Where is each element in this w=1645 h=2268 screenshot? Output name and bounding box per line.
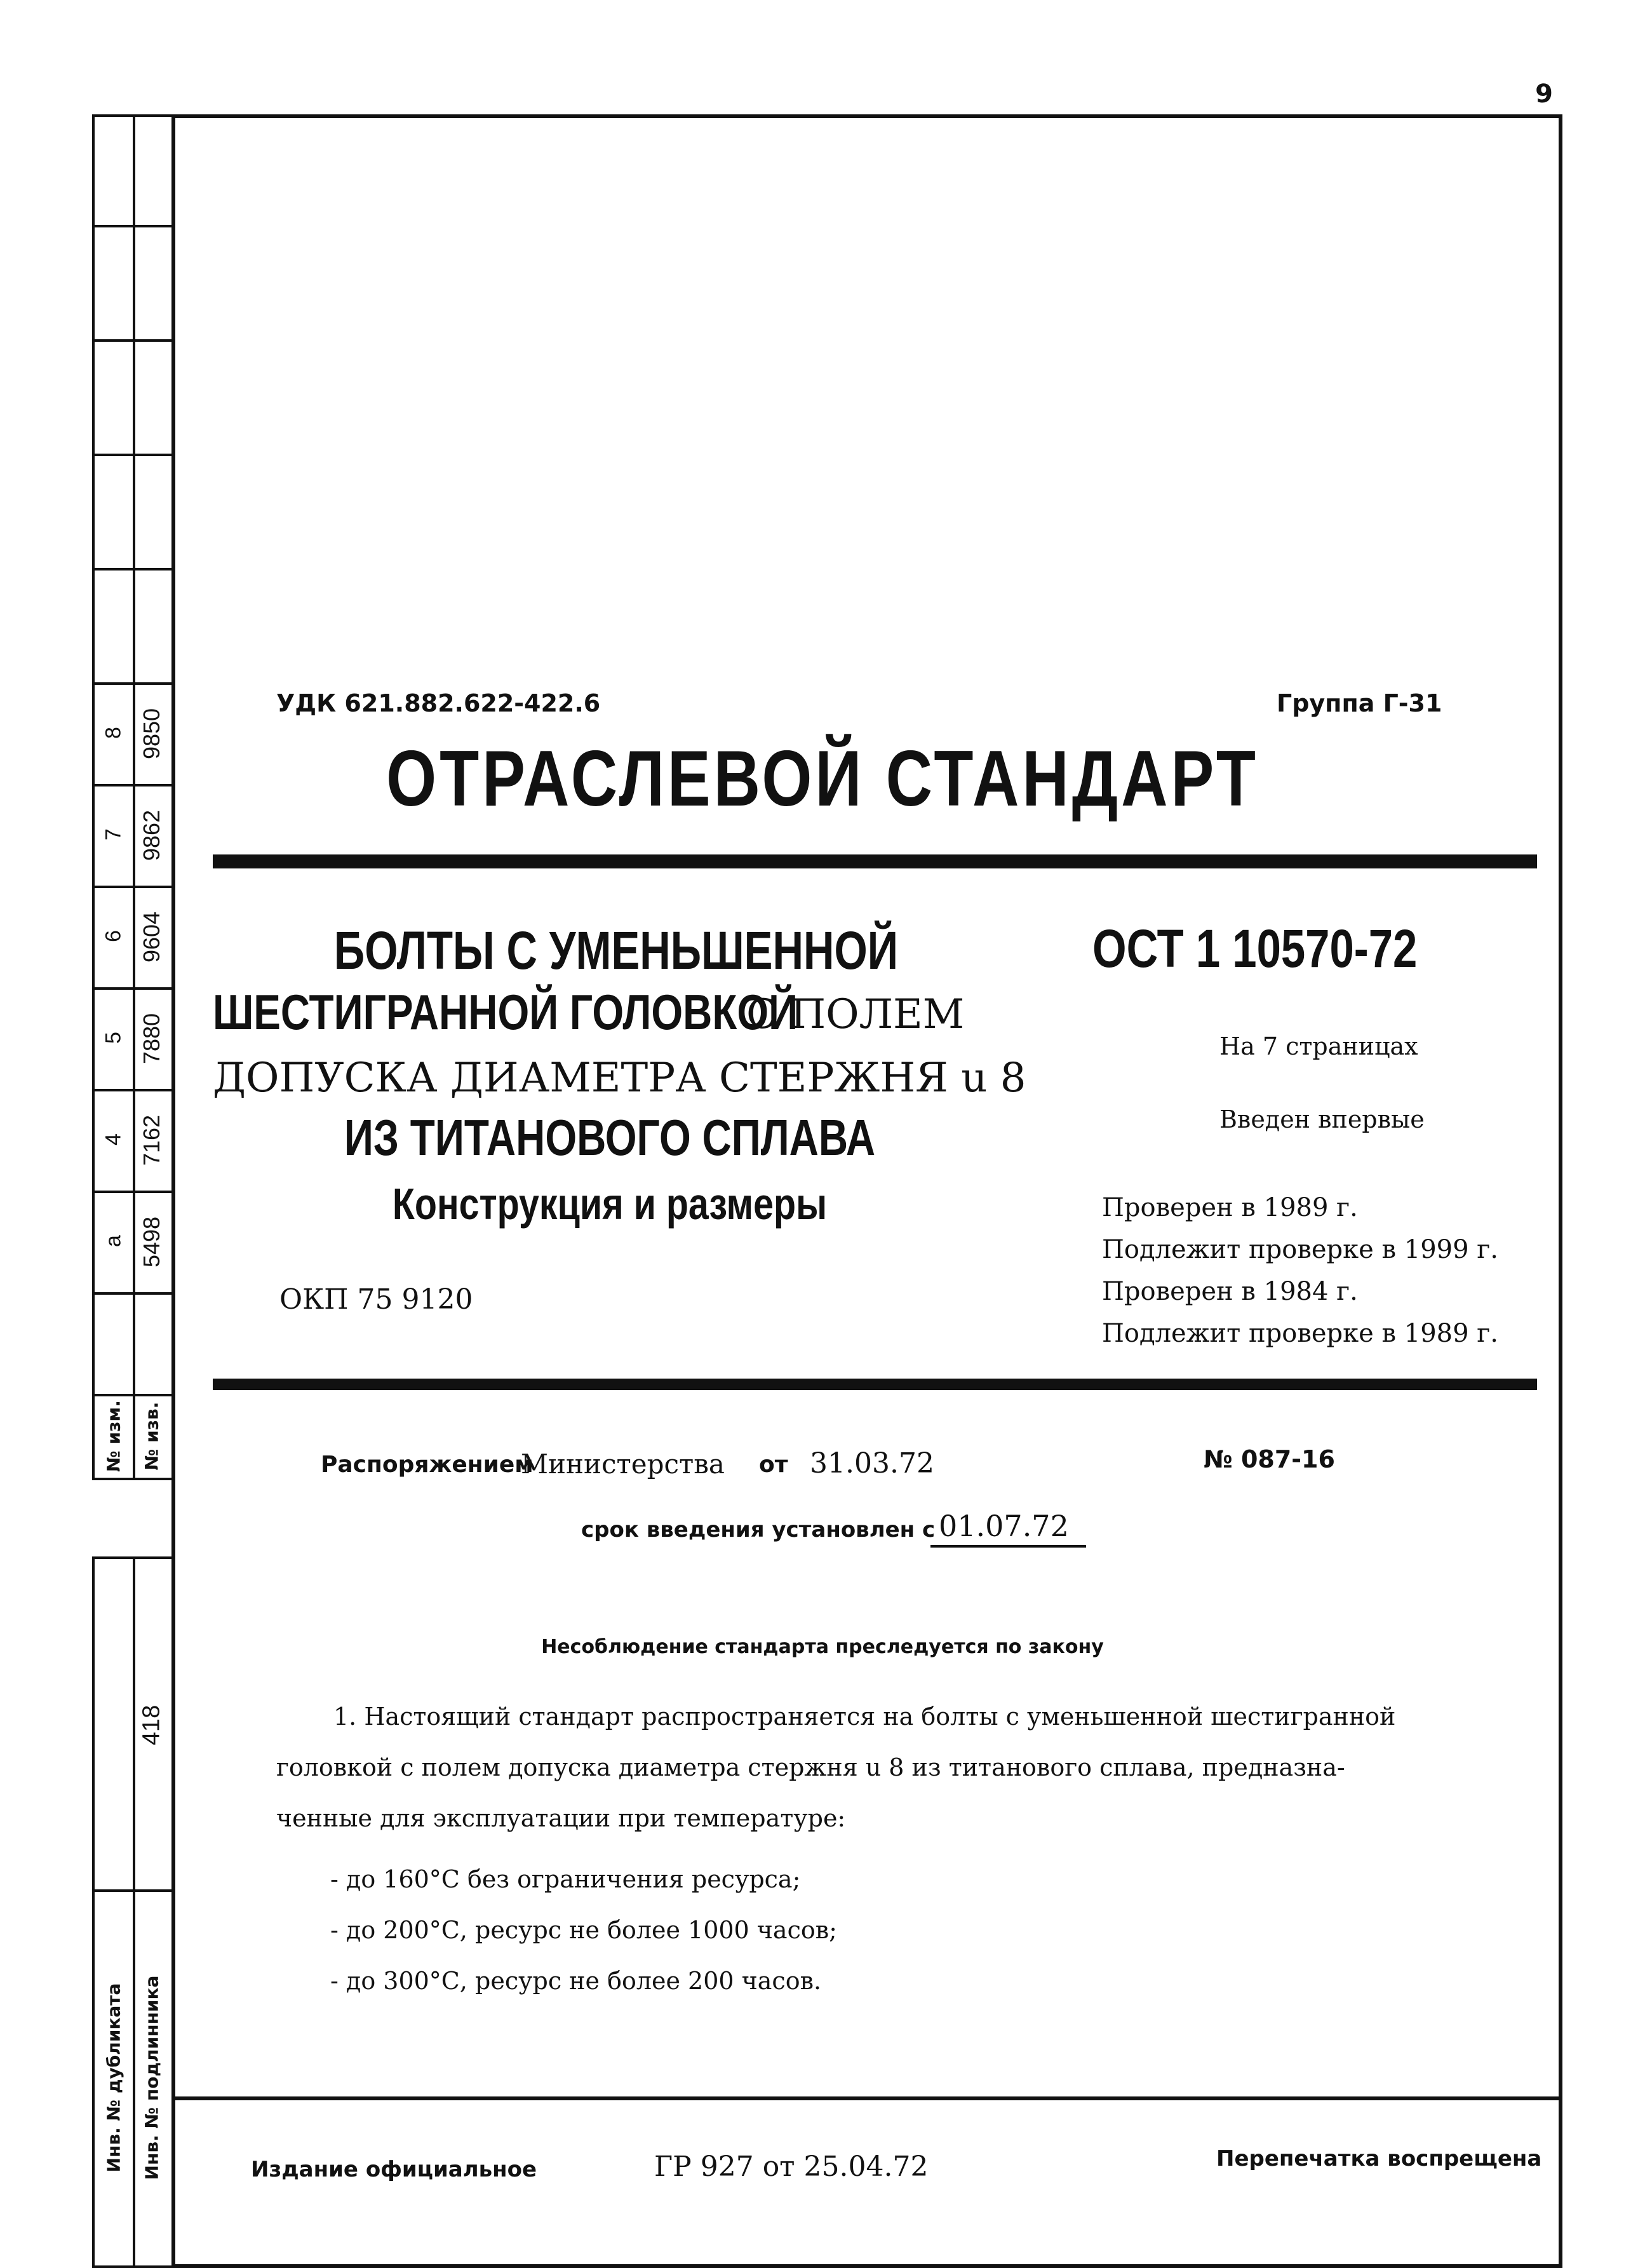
stamp-izv-9862: 9862 xyxy=(138,809,164,861)
order-from: от xyxy=(759,1452,788,1478)
stamp-izm-7: 7 xyxy=(101,828,126,840)
para1-line3: ченные для эксплуатации при температуре: xyxy=(276,1804,846,1832)
check-1: Проверен в 1989 г. xyxy=(1102,1193,1358,1222)
udk-code: УДК 621.882.622-422.6 xyxy=(276,689,601,717)
para1-line2: головкой с полем допуска диаметра стержня u 8 из титанового сплава, предназна- xyxy=(276,1753,1345,1781)
footer-gr-number: ГР 927 от 25.04.72 xyxy=(654,2150,929,2183)
stamp-izv-7162: 7162 xyxy=(138,1114,164,1166)
temperature-item-1: - до 160°С без ограничения ресурса; xyxy=(330,1865,801,1893)
footer-reprint-notice: Перепечатка воспрещена xyxy=(1216,2146,1542,2171)
standard-name-line-2a: ШЕСТИГРАННОЙ ГОЛОВКОЙ xyxy=(213,984,798,1040)
stamp-izv-label: № изв. xyxy=(141,1401,163,1471)
stamp-izm-8: 8 xyxy=(101,727,126,739)
okp-code: ОКП 75 9120 xyxy=(279,1283,473,1316)
standard-name-line-2b: С ПОЛЕМ xyxy=(746,991,965,1038)
standard-name-line-4: ИЗ ТИТАНОВОГО СПЛАВА xyxy=(344,1109,876,1166)
stamp-izv-5498: 5498 xyxy=(138,1216,164,1268)
standard-name-line-1: БОЛТЫ С УМЕНЬШЕННОЙ xyxy=(333,921,899,980)
standard-code: ОСТ 1 10570-72 xyxy=(1092,919,1418,978)
temperature-item-2: - до 200°С, ресурс не более 1000 часов; xyxy=(330,1916,837,1944)
introduced-note: Введен впервые xyxy=(1219,1105,1425,1133)
temperature-item-3: - до 300°С, ресурс не более 200 часов. xyxy=(330,1967,822,1995)
order-prefix: Распоряжением xyxy=(321,1452,534,1478)
stamp-izv-7880: 7880 xyxy=(138,1013,164,1065)
check-2: Подлежит проверке в 1999 г. xyxy=(1102,1235,1498,1264)
stamp-izm-6: 6 xyxy=(101,930,126,942)
stamp-izm-5: 5 xyxy=(101,1032,126,1044)
page-number: 9 xyxy=(1535,79,1553,109)
stamp-izm-4: 4 xyxy=(101,1133,126,1145)
check-history xyxy=(1102,1187,1498,1354)
term-label: срок введения установлен с xyxy=(581,1517,936,1542)
order-number: № 087-16 xyxy=(1204,1445,1335,1473)
term-date: 01.07.72 xyxy=(939,1509,1069,1543)
para1-line1: 1. Настоящий стандарт распространяется на болты с уменьшенной шестигранной xyxy=(333,1703,1396,1731)
stamp-izv-9604: 9604 xyxy=(138,911,164,963)
footer-official: Издание официальное xyxy=(251,2157,537,2182)
check-3: Проверен в 1984 г. xyxy=(1102,1277,1358,1306)
inventory-stamp xyxy=(92,1556,171,2268)
block-rule xyxy=(213,1379,1537,1390)
law-note: Несоблюдение стандарта преследуется по закону xyxy=(541,1636,1104,1658)
pages-count: На 7 страницах xyxy=(1219,1032,1418,1060)
stamp-izm-label: № изм. xyxy=(103,1400,124,1472)
standard-name-line-5: Конструкция и размеры xyxy=(392,1179,828,1229)
document-title: ОТРАСЛЕВОЙ СТАНДАРТ xyxy=(386,735,1259,823)
order-ministry: Министерства xyxy=(521,1448,725,1480)
standard-name-line-3: ДОПУСКА ДИАМЕТРА СТЕРЖНЯ u 8 xyxy=(213,1055,1026,1102)
term-date-underline xyxy=(930,1545,1086,1548)
check-4: Подлежит проверке в 1989 г. xyxy=(1102,1319,1498,1348)
order-date: 31.03.72 xyxy=(810,1447,934,1480)
inv-orig-value: 418 xyxy=(138,1704,165,1746)
title-rule xyxy=(213,854,1537,868)
stamp-izv-9850: 9850 xyxy=(138,708,164,760)
temperature-list xyxy=(330,1854,837,2006)
inv-dup-label: Инв. № дубликата xyxy=(103,1983,124,2173)
footer-rule xyxy=(171,2096,1562,2100)
stamp-izm-a: a xyxy=(101,1235,126,1247)
inv-orig-label: Инв. № подлинника xyxy=(141,1975,163,2180)
group-code: Группа Г-31 xyxy=(1277,689,1442,717)
